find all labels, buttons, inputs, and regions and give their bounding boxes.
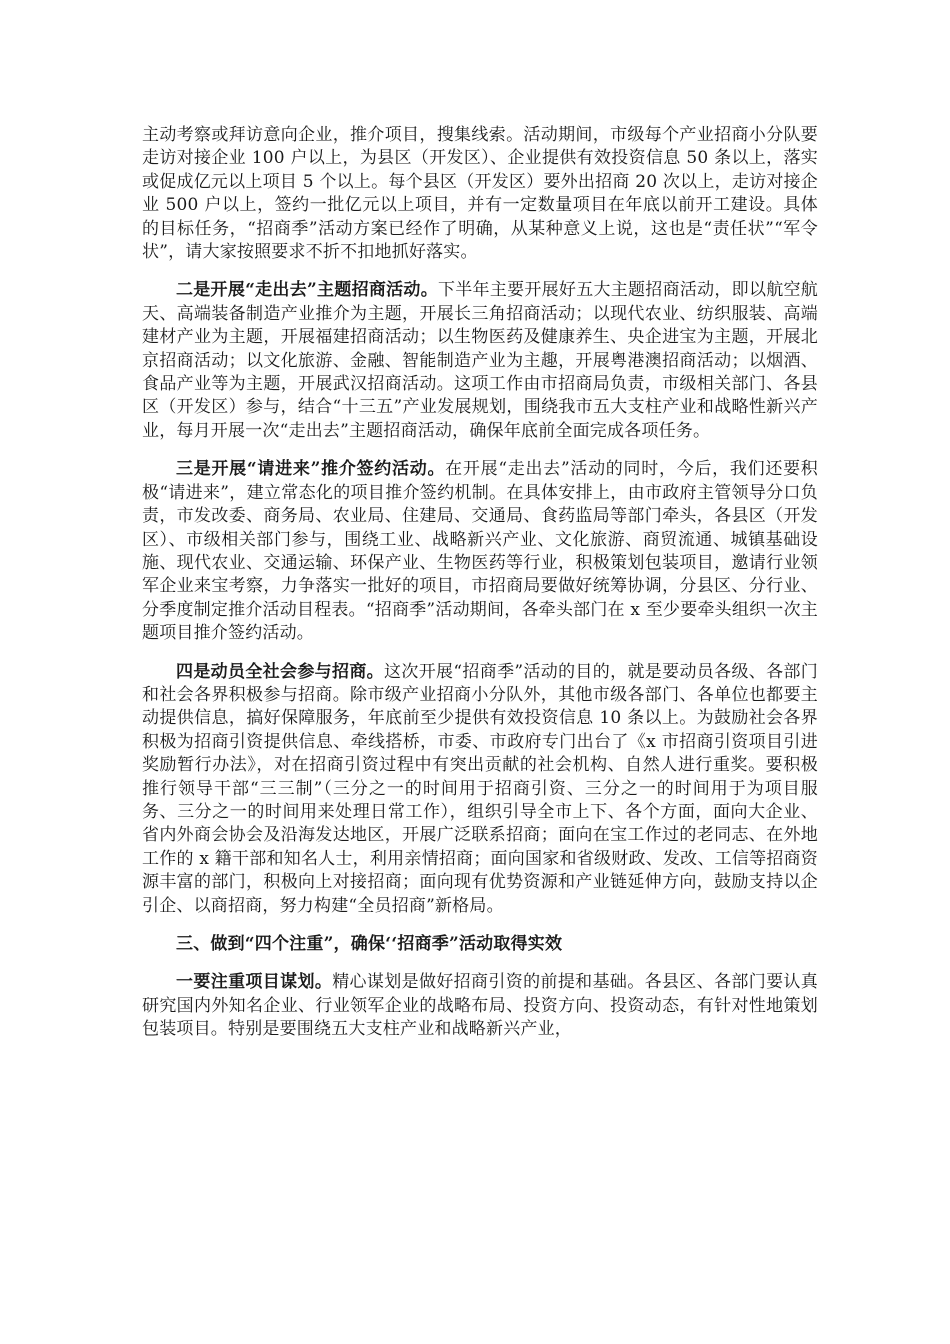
paragraph-lead: 二是开展“走出去”主题招商活动。 xyxy=(176,280,438,301)
paragraph-lead: 四是动员全社会参与招商。 xyxy=(176,661,385,682)
paragraph-lead: 三是开展“请进来”推介签约活动。 xyxy=(176,459,446,480)
section-heading: 三、做到“四个注重”，确保‘‘招商季”活动取得实效 xyxy=(176,934,563,954)
paragraph-lead: 一要注重项目谋划。 xyxy=(176,972,333,993)
paragraph-text: 精心谋划是做好招商引资的前提和基础。各县区、各部门要认真研究国内外知名企业、行业领军企业的战略布局、投资方向、投资动态，有针对性地策划包装项目。特别是要围绕五大支柱产业和战略新兴产业， xyxy=(142,972,818,1040)
paragraph-invite-in-campaign xyxy=(142,458,818,645)
paragraph-mobilize-society xyxy=(142,661,818,918)
paragraph-text: 下半年主要开展好五大主题招商活动，即以航空航天、高端装备制造产业推介为主题，开展长三角招商活动；以现代农业、纺织服装、高端建材产业为主题，开展福建招商活动；以生物医药及健康养生、央企进宝为主题，开展北京招商活动；以文化旅游、金融、智能制造产业为主趣，开展粤港澳招商活动；以烟酒、食品产业等为主题，开展武汉招商活动。这项工作由市招商局负责，市级相关部门、各县区（开发区）参与，结合“十三五”产业发展规划，围绕我市五大支柱产业和战略性新兴产业，每月开展一次“走出去”主题招商活动，确保年底前全面完成各项任务。 xyxy=(142,280,818,441)
paragraph-go-out-campaign xyxy=(142,279,818,443)
paragraph-text: 主动考察或拜访意向企业，推介项目，搜集线索。活动期间，市级每个产业招商小分队要走访对接企业 100 户以上，为县区（开发区）、企业提供有效投资信息 50 条以上，落实或促成亿元以上项目 5 个以上。每个县区（开发区）要外出招商 20 次以上，走访对接企业 500 户以上，签约一批亿元以上项目，并有一定数量项目在年底以前开工建设。具体的目标任务，“招商季”活动方案已经作了明确，从某种意义上说，这也是“责任状”“军令状”，请大家按照要求不折不扣地抓好落实。 xyxy=(142,125,818,263)
paragraph-text: 在开展“走出去”活动的同时，今后，我们还要积极“请进来”，建立常态化的项目推介签约机制。在具体安排上，由市政府主管领导分口负责，市发改委、商务局、农业局、住建局、交通局、食药监局等部门牵头，各县区（开发区）、市级相关部门参与，围绕工业、战略新兴产业、文化旅游、商贸流通、城镇基础设施、现代农业、交通运输、环保产业、生物医药等行业，积极策划包装项目，邀请行业领军企业来宝考察，力争落实一批好的项目，市招商局要做好统筹协调，分县区、分行业、分季度制定推介活动目程表。“招商季”活动期间，各牵头部门在 x 至少要牵头组织一次主题项目推介签约活动。 xyxy=(142,459,818,644)
paragraph-project-planning xyxy=(142,971,818,1041)
document-page xyxy=(142,124,818,1057)
paragraph-text: 这次开展“招商季”活动的目的，就是要动员各级、各部门和社会各界积极参与招商。除市级产业招商小分队外，其他市级各部门、各单位也都要主动提供信息，搞好保障服务，年底前至少提供有效投资信息 10 条以上。为鼓励社会各界积极为招商引资提供信息、牵线搭桥，市委、市政府专门出台了《x 市招商引资项目引进奖励暂行办法》，对在招商引资过程中有突出贡献的社会机构、自然人进行重奖。要积极推行领导干部“三三制”（三分之一的时间用于招商引资、三分之一的时间用于为项目服务、三分之一的时间用来处理日常工作），组织引导全市上下、各个方面，面向大企业、省内外商会协会及沿海发达地区，开展广泛联系招商；面向在宝工作过的老同志、在外地工作的 x 籍干部和知名人士，利用亲情招商；面向国家和省级财政、发改、工信等招商资源丰富的部门，积极向上对接招商；面向现有优势资源和产业链延伸方向，鼓励支持以企引企、以商招商，努力构建“全员招商”新格局。 xyxy=(142,661,818,916)
paragraph-continuation xyxy=(142,124,818,264)
